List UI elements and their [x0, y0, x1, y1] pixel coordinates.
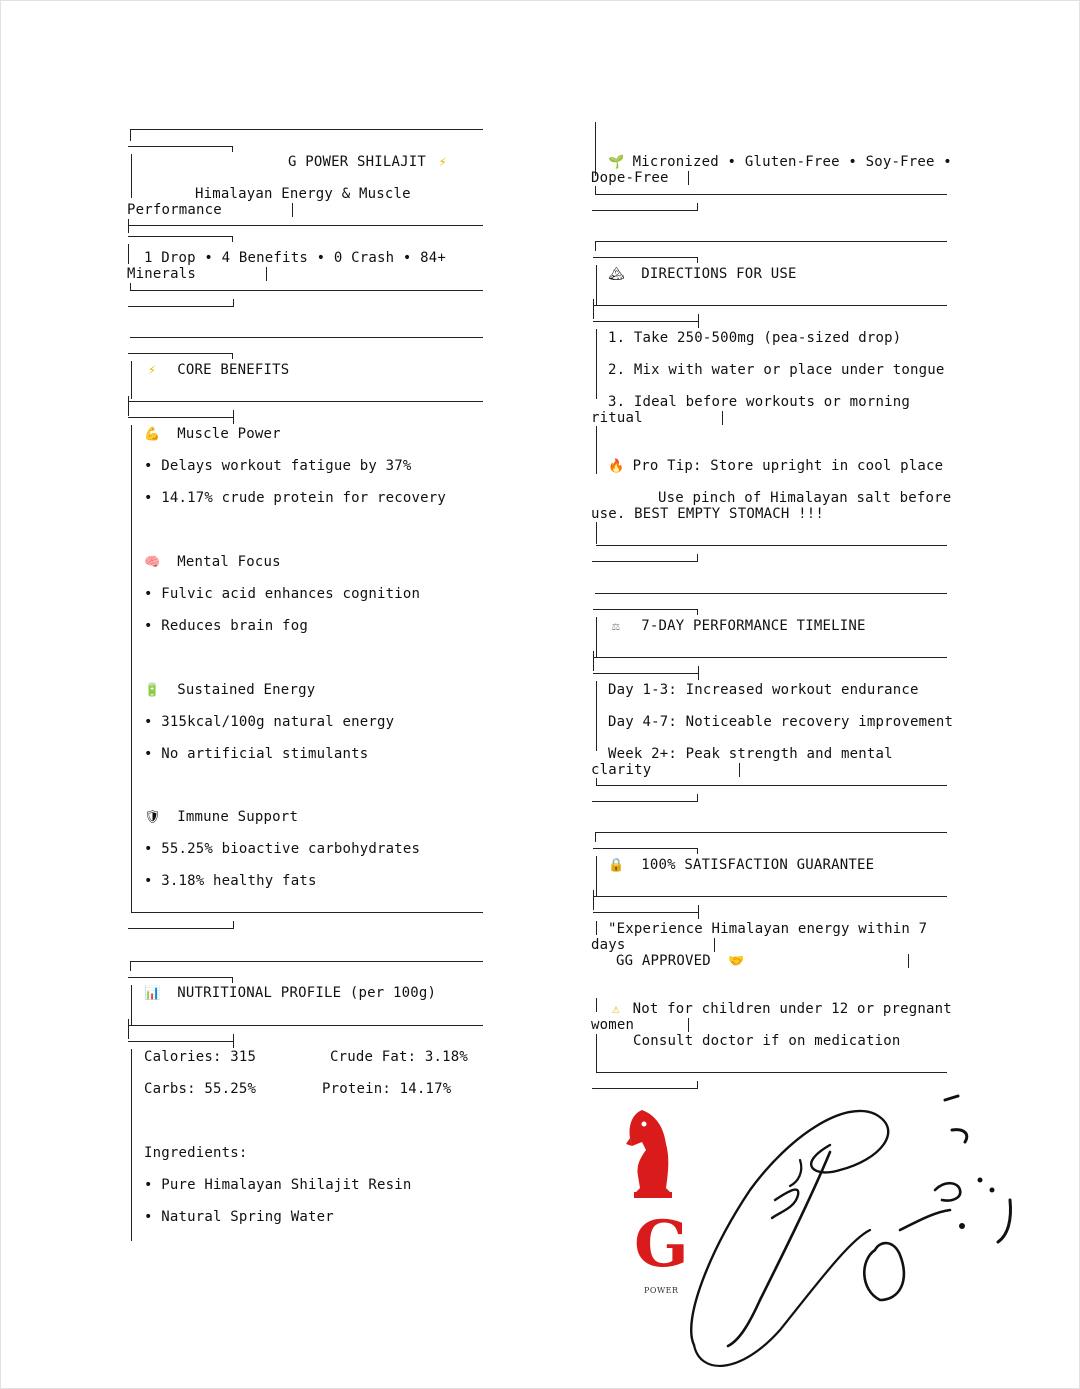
- pro-tip: 🔥 Pro Tip: Store upright in cool place: [608, 458, 944, 474]
- shield-icon: 🛡: [144, 810, 161, 825]
- fire-icon: 🔥: [608, 459, 625, 474]
- timeline-item-3-cont: clarity: [591, 762, 652, 778]
- direction-step-3: 3. Ideal before workouts or morning: [608, 394, 911, 410]
- list-item: • Pure Himalayan Shilajit Resin: [144, 1177, 412, 1193]
- list-item: • Fulvic acid enhances cognition: [144, 586, 421, 602]
- carbs-value: Carbs: 55.25%: [144, 1081, 257, 1097]
- pro-tip-2-line-2: use. BEST EMPTY STOMACH !!!: [591, 506, 824, 522]
- lightning-icon: ⚡: [147, 363, 157, 378]
- logo-caption: POWER: [644, 1286, 679, 1295]
- subtitle-line-2: Performance: [127, 202, 222, 218]
- list-item: • 3.18% healthy fats: [144, 873, 317, 889]
- list-item: • 14.17% crude protein for recovery: [144, 490, 447, 506]
- crude-fat-value: Crude Fat: 3.18%: [330, 1049, 469, 1065]
- core-benefits-heading: ⚡ CORE BENEFITS: [144, 362, 289, 379]
- lightning-icon: ⚡: [438, 155, 447, 170]
- benefit-muscle-power-title: 💪 Muscle Power: [144, 426, 281, 442]
- calories-value: Calories: 315: [144, 1049, 257, 1065]
- guarantee-quote-line-2: days: [591, 937, 626, 953]
- list-item: • 315kcal/100g natural energy: [144, 714, 395, 730]
- ingredients-label: Ingredients:: [144, 1145, 248, 1161]
- protein-value: Protein: 14.17%: [322, 1081, 452, 1097]
- directions-heading: 🏔 DIRECTIONS FOR USE: [608, 266, 797, 282]
- timeline-item-1: Day 1-3: Increased workout endurance: [608, 682, 919, 698]
- benefit-immune-support-title: 🛡 Immune Support: [144, 809, 299, 825]
- guarantee-quote-line-1: "Experience Himalayan energy within 7: [608, 921, 928, 937]
- signature: [680, 1090, 1020, 1380]
- timeline-item-2: Day 4-7: Noticeable recovery improvement: [608, 714, 954, 730]
- direction-step-3-cont: ritual: [591, 410, 643, 426]
- list-item: • Reduces brain fog: [144, 618, 308, 634]
- pro-tip-2-line-1: Use pinch of Himalayan salt before: [658, 490, 952, 506]
- timeline-item-3: Week 2+: Peak strength and mental: [608, 746, 893, 762]
- product-title: G POWER SHILAJIT ⚡: [288, 154, 451, 171]
- battery-icon: 🔋: [144, 683, 161, 698]
- list-item: • Delays workout fatigue by 37%: [144, 458, 412, 474]
- benefit-sustained-energy-title: 🔋 Sustained Energy: [144, 682, 316, 698]
- seedling-icon: 🌱: [608, 155, 625, 170]
- list-item: • 55.25% bioactive carbohydrates: [144, 841, 421, 857]
- warning-line-2: women: [591, 1017, 635, 1033]
- mountain-icon: 🏔: [608, 267, 625, 282]
- warning-icon: ⚠: [611, 1002, 621, 1017]
- gg-approved: GG APPROVED 🤝: [616, 953, 745, 969]
- timeline-heading: ⚖ 7-DAY PERFORMANCE TIMELINE: [608, 618, 866, 635]
- dietary-line-1: 🌱 Micronized • Gluten-Free • Soy-Free •: [608, 154, 952, 170]
- balance-scale-icon: ⚖: [611, 619, 621, 634]
- direction-step-1: 1. Take 250-500mg (pea-sized drop): [608, 330, 902, 346]
- direction-step-2: 2. Mix with water or place under tongue: [608, 362, 945, 378]
- tagline-line-1: 1 Drop • 4 Benefits • 0 Crash • 84+: [144, 250, 447, 266]
- nutritional-profile-heading: 📊 NUTRITIONAL PROFILE (per 100g): [144, 985, 437, 1001]
- list-item: • No artificial stimulants: [144, 746, 369, 762]
- logo-letter: G: [634, 1207, 689, 1282]
- warning-line-1: ⚠ Not for children under 12 or pregnant: [608, 1001, 952, 1018]
- lock-icon: 🔒: [608, 858, 625, 873]
- flexed-biceps-icon: 💪: [144, 427, 161, 442]
- handshake-icon: 🤝: [728, 954, 745, 969]
- benefit-mental-focus-title: 🧠 Mental Focus: [144, 554, 281, 570]
- dietary-line-2: Dope-Free: [591, 170, 669, 186]
- consult-doctor: Consult doctor if on medication: [633, 1033, 901, 1049]
- bar-chart-icon: 📊: [144, 986, 161, 1001]
- brain-icon: 🧠: [144, 555, 161, 570]
- tagline-line-2: Minerals: [127, 266, 197, 282]
- subtitle-line-1: Himalayan Energy & Muscle: [195, 186, 411, 202]
- list-item: • Natural Spring Water: [144, 1209, 334, 1225]
- guarantee-heading: 🔒 100% SATISFACTION GUARANTEE: [608, 857, 875, 873]
